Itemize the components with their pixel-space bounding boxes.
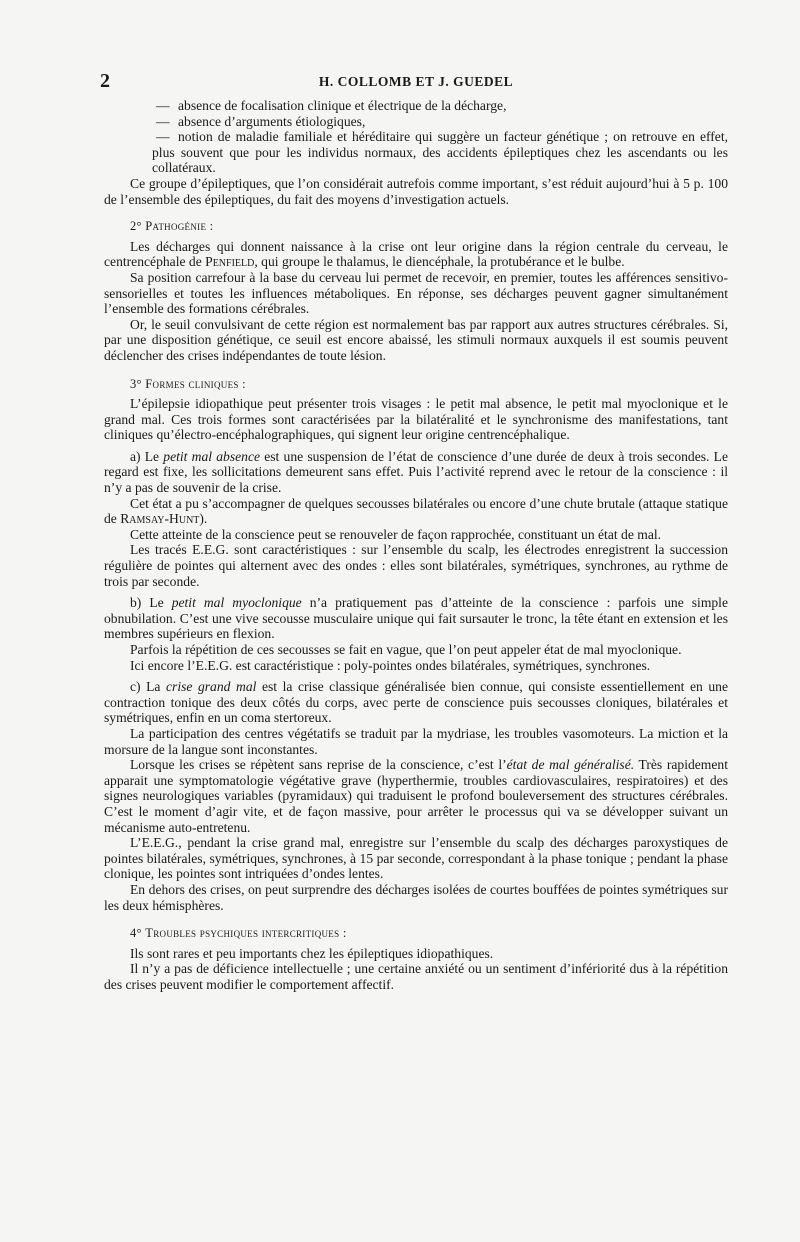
running-head: H. COLLOMB ET J. GUEDEL bbox=[318, 74, 514, 89]
paragraph: En dehors des crises, on peut surprendre des décharges isolées de courtes bouffées de pointes symétriques sur les deux hémisphères. bbox=[104, 881, 728, 913]
article-body bbox=[104, 98, 728, 992]
paragraph: Cette atteinte de la conscience peut se renouveler de façon rapprochée, constituant un état de mal. bbox=[130, 526, 662, 542]
paragraph: Les tracés E.E.G. sont caractéristiques : sur l’ensemble du scalp, les électrodes enregistrent la succession régulière de pointes qui alternent avec des ondes : elles sont bilatérales, symétriques, synchrones, au rythme de trois par seconde. bbox=[104, 542, 728, 589]
text-run: Cet état a pu s’accompagner de quelques secousses bilatérales ou encore d’une chute brutale (attaque statique de bbox=[104, 495, 728, 527]
text-run: n’a pratiquement pas d’atteinte de la conscience : parfois une simple obnubilation. C’est une vive secousse musculaire unique qui fait sursauter le tronc, la tête étant en extension et les membres supérieurs en flexion. bbox=[104, 595, 728, 642]
text-run: b) Le bbox=[130, 595, 172, 611]
paragraph: Or, le seuil convulsivant de cette région est normalement bas par rapport aux autres structures cérébrales. Si, par une disposition génétique, ce seuil est encore abaissé, les stimuli normaux auxquels il est soumis peuvent déclencher des crises indépendantes de toute lésion. bbox=[104, 316, 728, 363]
section-heading-troubles-psychiques bbox=[130, 926, 728, 942]
text-run: est la crise classique généralisée bien connue, qui consiste essentiellement en une contraction tonique des deux côtés du corps, avec perte de conscience puis secousses cloniques, bilatérales et symétriques, enfin en un coma stertoreux. bbox=[104, 679, 728, 726]
paragraph bbox=[104, 496, 728, 527]
text-run: c) La bbox=[130, 679, 166, 695]
paragraph: Ici encore l’E.E.G. est caractéristique : poly-pointes ondes bilatérales, symétriques, synchrones. bbox=[130, 657, 651, 673]
text-run: ). bbox=[199, 511, 208, 527]
term: état de mal généralisé. bbox=[506, 757, 635, 773]
text-run: a) Le bbox=[130, 448, 164, 464]
text-run: est une suspension de l’état de conscience d’une durée de deux à trois secondes. Le regard est fixe, les sollicitations demeurent sans effet. Puis l’activité reprend avec le retour de la conscience : il n’y a pas de souvenir de la crise. bbox=[104, 448, 728, 496]
paragraph: Ce groupe d’épileptiques, que l’on considérait autrefois comme important, s’est réduit aujourd’hui à 5 p. 100 de l’ensemble des épileptiques, du fait des moyens d’investigation actuels. bbox=[104, 175, 728, 207]
section-number: 4° bbox=[130, 926, 142, 941]
paragraph: L’épilepsie idiopathique peut présenter trois visages : le petit mal absence, le petit mal myoclonique et le grand mal. Ces trois formes sont caractérisées par la bilatéralité et le synchronisme des manifestations, tant cliniques qu’électro-encéphalographiques, qui signent leur origine centrencéphalique. bbox=[104, 396, 728, 443]
section-heading-pathogenie bbox=[130, 219, 728, 235]
list-item bbox=[104, 114, 728, 130]
term: crise grand mal bbox=[166, 679, 257, 695]
page-number: 2 bbox=[100, 70, 110, 92]
term: petit mal myoclonique bbox=[171, 595, 302, 611]
dash-bullet: — bbox=[156, 113, 170, 129]
section-number: 3° bbox=[130, 376, 142, 391]
section-title: Pathogénie : bbox=[145, 219, 214, 234]
text-run: Les décharges qui donnent naissance à la crise ont leur origine dans la région centrale du cerveau, le centrencéphale de bbox=[104, 238, 728, 270]
paragraph: L’E.E.G., pendant la crise grand mal, enregistre sur l’ensemble du scalp des décharges paroxystiques de pointes bilatérales, symétriques, synchrones, à 15 par seconde, correspondant à la phase tonique ; pendant la phase clonique, les pointes sont intriquées d’ondes lentes. bbox=[104, 835, 728, 882]
list-item-text: absence de focalisation clinique et électrique de la décharge, bbox=[178, 98, 507, 113]
author-name: Penfield bbox=[205, 254, 255, 270]
dash-bullet: — bbox=[156, 129, 170, 145]
paragraph bbox=[104, 449, 728, 496]
section-number: 2° bbox=[130, 219, 142, 234]
dash-bullet: — bbox=[156, 98, 170, 113]
text-run: Très rapidement apparait une symptomatologie végétative grave (hyperthermie, troubles cardiovasculaires, respiratoires) et des signes neurologiques variables (pyramidaux) qui traduisent le profond bouleversement des structures cérébrales. C’est le moment d’agir vite, et de façon massive, pour arrêter le processus qui va se développer suivant un mécanisme auto-entretenu. bbox=[104, 757, 728, 835]
list-item-text: absence d’arguments étiologiques, bbox=[178, 113, 366, 129]
list-item bbox=[104, 98, 728, 114]
paragraph: Il n’y a pas de déficience intellectuelle ; une certaine anxiété ou un sentiment d’infériorité dus à la répétition des crises peuvent modifier le comportement affectif. bbox=[104, 961, 728, 992]
paragraph: Parfois la répétition de ces secousses se fait en vague, que l’on peut appeler état de mal myoclonique. bbox=[130, 642, 682, 657]
text-run: Lorsque les crises se répètent sans reprise de la conscience, c’est l’ bbox=[130, 757, 507, 773]
page bbox=[100, 70, 728, 992]
term: petit mal absence bbox=[163, 448, 261, 464]
paragraph bbox=[104, 757, 728, 835]
section-title: Troubles psychiques intercritiques : bbox=[145, 926, 347, 941]
paragraph bbox=[104, 679, 728, 726]
list-item bbox=[104, 129, 728, 176]
author-name: Ramsay-Hunt bbox=[120, 511, 200, 527]
page-header bbox=[100, 70, 728, 98]
list-item-text: notion de maladie familiale et héréditaire qui suggère un facteur génétique ; on retrouve en effet, plus souvent que pour les individus normaux, des accidents épileptiques chez les ascendants ou les collatéraux. bbox=[152, 129, 728, 176]
text-run: , qui groupe le thalamus, le diencéphale, la protubérance et le bulbe. bbox=[254, 254, 625, 270]
paragraph: Ils sont rares et peu importants chez les épileptiques idiopathiques. bbox=[130, 945, 494, 961]
paragraph bbox=[104, 239, 728, 270]
paragraph: Sa position carrefour à la base du cerveau lui permet de recevoir, en premier, toutes les afférences sensitivo-sensorielles et toutes les influences métaboliques. En réponse, ses décharges peuvent gagner simultanément l’ensemble des formations cérébrales. bbox=[104, 269, 728, 317]
paragraph: La participation des centres végétatifs se traduit par la mydriase, les troubles vasomoteurs. La miction et la morsure de la langue sont inconstantes. bbox=[104, 725, 728, 757]
section-title: Formes cliniques : bbox=[145, 376, 246, 391]
section-heading-formes-cliniques bbox=[130, 377, 728, 393]
paragraph bbox=[104, 595, 728, 642]
